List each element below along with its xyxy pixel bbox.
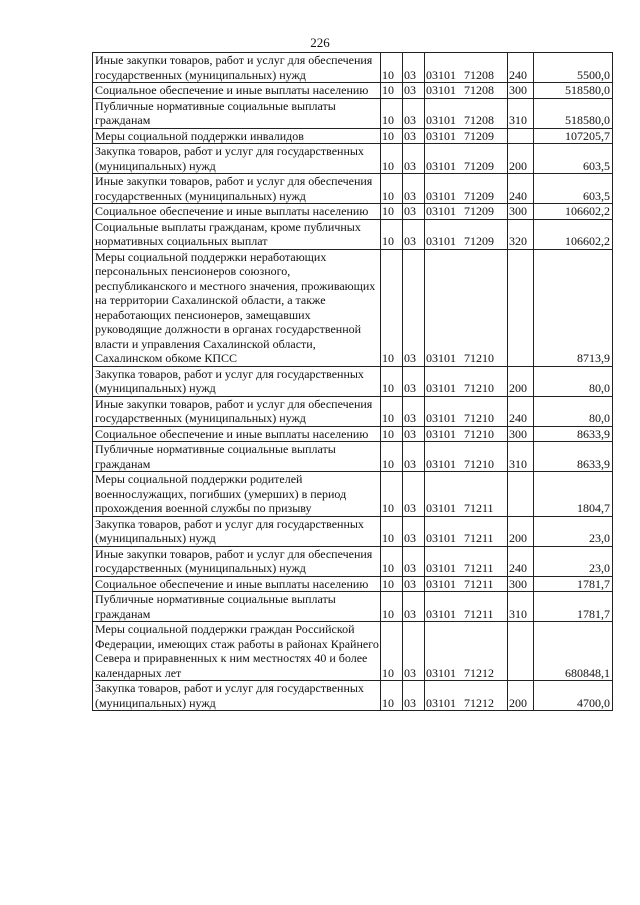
row-expense-type: 200 [508,516,534,546]
row-amount: 1781,7 [534,592,613,622]
row-expense-type: 300 [508,576,534,592]
row-target-article [425,426,508,442]
row-target-article-prefix: 03101 [426,128,456,143]
row-expense-type: 310 [508,592,534,622]
row-expense-type: 240 [508,396,534,426]
row-name: Социальные выплаты гражданам, кроме публичных нормативных социальных выплат [93,219,381,249]
table-row [93,472,613,517]
row-section-code: 10 [381,592,403,622]
row-expense-type: 300 [508,83,534,99]
row-amount: 1804,7 [534,472,613,517]
row-expense-type [508,622,534,681]
row-target-article-code: 71209 [464,234,494,248]
row-target-article [425,396,508,426]
budget-table-body [93,53,613,711]
table-row [93,681,613,711]
row-name: Меры социальной поддержки инвалидов [93,128,381,144]
row-amount: 23,0 [534,516,613,546]
row-target-article-prefix: 03101 [426,381,456,395]
row-name: Закупка товаров, работ и услуг для государственных (муниципальных) нужд [93,366,381,396]
row-target-article-prefix: 03101 [426,83,456,97]
row-target-article-prefix: 03101 [426,531,456,545]
row-amount: 80,0 [534,366,613,396]
row-target-article-code: 71209 [464,188,494,203]
row-target-article [425,83,508,99]
row-section-code: 10 [381,576,403,592]
row-section-code: 10 [381,128,403,144]
row-section-code: 10 [381,472,403,517]
table-row [93,576,613,592]
table-row [93,426,613,442]
row-target-article [425,516,508,546]
row-name: Социальное обеспечение и иные выплаты населению [93,83,381,99]
row-section-code: 10 [381,144,403,174]
row-subsection-code: 03 [403,98,425,128]
row-subsection-code: 03 [403,576,425,592]
table-row [93,219,613,249]
table-row [93,622,613,681]
row-target-article-prefix: 03101 [426,113,456,127]
row-target-article-prefix: 03101 [426,456,456,471]
row-subsection-code: 03 [403,144,425,174]
row-subsection-code: 03 [403,219,425,249]
row-name: Публичные нормативные социальные выплаты гражданам [93,592,381,622]
row-subsection-code: 03 [403,442,425,472]
page-number: 226 [310,35,330,50]
row-subsection-code: 03 [403,396,425,426]
row-expense-type: 310 [508,98,534,128]
table-row [93,83,613,99]
table-row [93,144,613,174]
row-amount: 106602,2 [534,219,613,249]
row-name: Закупка товаров, работ и услуг для государственных (муниципальных) нужд [93,144,381,174]
row-target-article-code: 71211 [464,531,494,545]
row-name: Меры социальной поддержки родителей военнослужащих, погибших (умерших) в период прохождения военной службы по призыву [93,472,381,517]
row-target-article-code: 71208 [464,83,494,97]
row-section-code: 10 [381,681,403,711]
row-amount: 518580,0 [534,98,613,128]
row-name: Публичные нормативные социальные выплаты гражданам [93,98,381,128]
row-expense-type: 310 [508,442,534,472]
row-expense-type: 200 [508,681,534,711]
row-amount: 8633,9 [534,442,613,472]
row-target-article-code: 71211 [464,576,494,591]
row-amount: 603,5 [534,144,613,174]
row-target-article-prefix: 03101 [426,426,456,441]
row-name: Меры социальной поддержки граждан Российской Федерации, имеющих стаж работы в районах Крайнего Севера и приравненных к ним местностях 40 и более календарных лет [93,622,381,681]
row-subsection-code: 03 [403,204,425,220]
row-target-article [425,576,508,592]
table-row [93,128,613,144]
table-row [93,366,613,396]
table-row [93,53,613,83]
row-name: Иные закупки товаров, работ и услуг для обеспечения государственных (муниципальных) нужд [93,546,381,576]
row-subsection-code: 03 [403,53,425,83]
row-target-article [425,98,508,128]
row-target-article-code: 71208 [464,67,494,82]
row-name: Закупка товаров, работ и услуг для государственных (муниципальных) нужд [93,516,381,546]
row-subsection-code: 03 [403,366,425,396]
row-name: Социальное обеспечение и иные выплаты населению [93,576,381,592]
row-target-article [425,204,508,220]
row-section-code: 10 [381,249,403,366]
row-target-article-prefix: 03101 [426,501,456,515]
table-row [93,442,613,472]
row-name: Социальное обеспечение и иные выплаты населению [93,426,381,442]
row-target-article [425,546,508,576]
table-row [93,249,613,366]
row-subsection-code: 03 [403,546,425,576]
row-section-code: 10 [381,204,403,220]
row-expense-type: 240 [508,546,534,576]
row-target-article [425,472,508,517]
row-target-article-code: 71210 [464,351,494,365]
row-section-code: 10 [381,366,403,396]
row-section-code: 10 [381,516,403,546]
row-target-article-code: 71209 [464,158,494,173]
row-expense-type: 200 [508,144,534,174]
row-target-article-prefix: 03101 [426,351,456,365]
row-subsection-code: 03 [403,426,425,442]
row-subsection-code: 03 [403,128,425,144]
row-target-article [425,174,508,204]
table-row [93,516,613,546]
row-target-article [425,622,508,681]
row-expense-type: 300 [508,204,534,220]
row-target-article-code: 71212 [464,665,494,680]
row-expense-type [508,472,534,517]
row-subsection-code: 03 [403,592,425,622]
table-row [93,592,613,622]
row-target-article-code: 71210 [464,426,494,441]
row-target-article-code: 71209 [464,204,494,218]
row-section-code: 10 [381,174,403,204]
row-target-article-prefix: 03101 [426,204,456,218]
row-expense-type [508,128,534,144]
row-amount: 106602,2 [534,204,613,220]
row-expense-type: 240 [508,53,534,83]
row-target-article-code: 71210 [464,456,494,471]
row-target-article-code: 71210 [464,381,494,395]
row-target-article-code: 71208 [464,113,494,127]
row-section-code: 10 [381,98,403,128]
row-subsection-code: 03 [403,249,425,366]
row-expense-type [508,249,534,366]
row-subsection-code: 03 [403,174,425,204]
row-target-article [425,681,508,711]
budget-table [92,52,613,711]
row-amount: 1781,7 [534,576,613,592]
row-target-article-code: 71211 [464,606,494,621]
row-target-article-prefix: 03101 [426,234,456,248]
row-amount: 518580,0 [534,83,613,99]
row-section-code: 10 [381,83,403,99]
row-expense-type: 240 [508,174,534,204]
row-amount: 8633,9 [534,426,613,442]
row-name: Социальное обеспечение и иные выплаты населению [93,204,381,220]
row-target-article-prefix: 03101 [426,188,456,203]
row-target-article-prefix: 03101 [426,606,456,621]
row-target-article-prefix: 03101 [426,158,456,173]
row-target-article-prefix: 03101 [426,576,456,591]
row-target-article [425,592,508,622]
row-name: Публичные нормативные социальные выплаты гражданам [93,442,381,472]
row-target-article-prefix: 03101 [426,67,456,82]
table-row [93,396,613,426]
row-target-article [425,249,508,366]
row-section-code: 10 [381,426,403,442]
row-section-code: 10 [381,53,403,83]
row-amount: 5500,0 [534,53,613,83]
row-section-code: 10 [381,219,403,249]
row-name: Иные закупки товаров, работ и услуг для обеспечения государственных (муниципальных) нужд [93,396,381,426]
row-target-article [425,53,508,83]
row-target-article-prefix: 03101 [426,695,456,710]
row-amount: 107205,7 [534,128,613,144]
row-target-article [425,366,508,396]
row-target-article [425,442,508,472]
table-row [93,204,613,220]
row-name: Иные закупки товаров, работ и услуг для обеспечения государственных (муниципальных) нужд [93,174,381,204]
row-expense-type: 300 [508,426,534,442]
row-expense-type: 200 [508,366,534,396]
row-name: Закупка товаров, работ и услуг для государственных (муниципальных) нужд [93,681,381,711]
row-name: Меры социальной поддержки неработающих персональных пенсионеров союзного, республиканского и местного значения, проживающих на территории Сахалинской области, а также неработающих пенсионеров, замещавших руководящие должности в органах государственной власти и управления Сахалинской области, Сахалинском обкоме КПСС [93,249,381,366]
row-amount: 8713,9 [534,249,613,366]
row-subsection-code: 03 [403,472,425,517]
row-target-article-prefix: 03101 [426,665,456,680]
row-target-article-code: 71210 [464,411,494,425]
row-amount: 23,0 [534,546,613,576]
row-expense-type: 320 [508,219,534,249]
row-target-article [425,128,508,144]
row-subsection-code: 03 [403,516,425,546]
row-target-article [425,219,508,249]
table-row [93,174,613,204]
row-subsection-code: 03 [403,622,425,681]
row-target-article-code: 71212 [464,695,494,710]
row-section-code: 10 [381,622,403,681]
row-target-article-prefix: 03101 [426,561,456,575]
row-target-article-code: 71211 [464,501,494,515]
row-target-article-code: 71211 [464,561,494,575]
row-target-article [425,144,508,174]
row-amount: 603,5 [534,174,613,204]
row-target-article-code: 71209 [464,128,494,143]
row-subsection-code: 03 [403,83,425,99]
row-amount: 4700,0 [534,681,613,711]
row-name: Иные закупки товаров, работ и услуг для обеспечения государственных (муниципальных) нужд [93,53,381,83]
table-row [93,98,613,128]
row-amount: 80,0 [534,396,613,426]
row-section-code: 10 [381,546,403,576]
row-section-code: 10 [381,442,403,472]
row-section-code: 10 [381,396,403,426]
row-target-article-prefix: 03101 [426,411,456,425]
row-subsection-code: 03 [403,681,425,711]
table-row [93,546,613,576]
row-amount: 680848,1 [534,622,613,681]
